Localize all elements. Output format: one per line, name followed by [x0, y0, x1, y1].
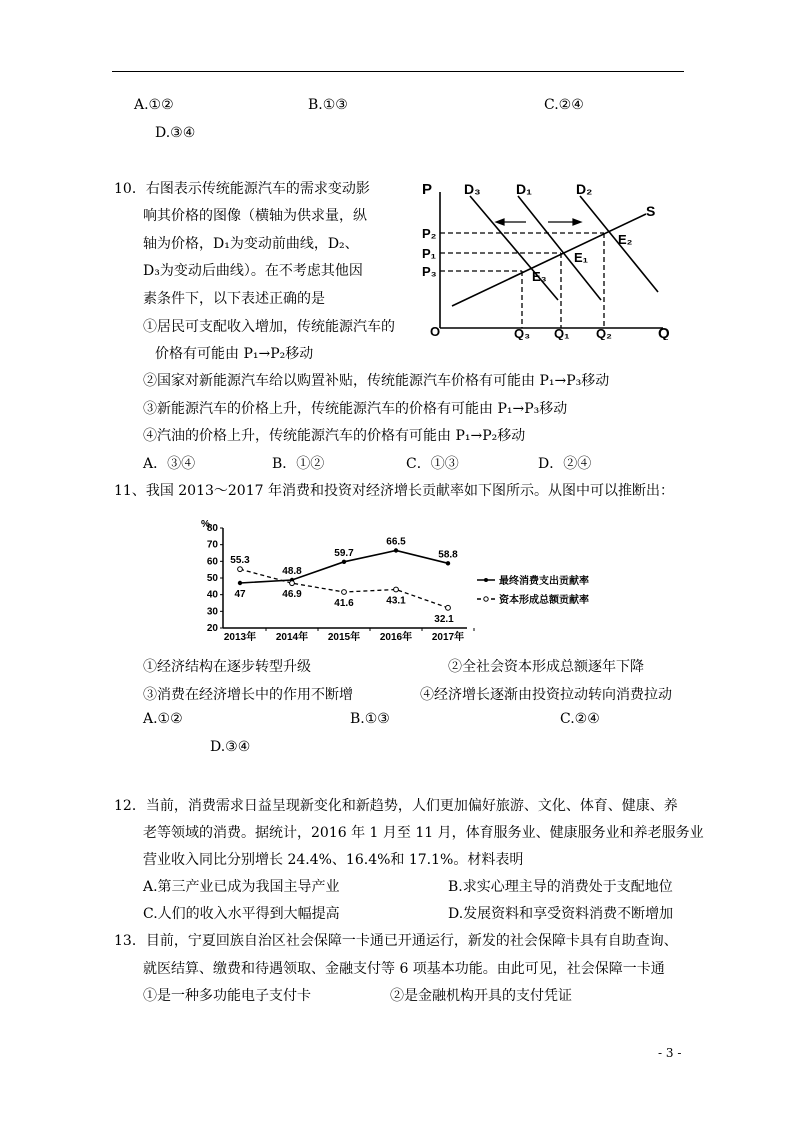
q11-option-3: ③消费在经济增长中的作用不断增	[143, 687, 353, 703]
q2-label: Q₂	[596, 326, 612, 340]
y-tick-label: 40	[206, 589, 218, 601]
q12-choice-c: C.人们的收入水平得到大幅提高	[143, 906, 340, 922]
p3-label: P₃	[422, 264, 437, 279]
p1-label: P₁	[422, 246, 437, 261]
d3-label: D₃	[464, 181, 481, 197]
y-tick-label: 60	[206, 556, 218, 568]
q10-option-2: ②国家对新能源汽车给以购置补贴，传统能源汽车价格有可能由 P₁→P₃移动	[143, 373, 610, 389]
data-point	[238, 581, 242, 585]
q12-stem-line: 营业收入同比分别增长 24.4%、16.4%和 17.1%。材料表明	[143, 852, 524, 868]
y-tick-label: 50	[206, 573, 218, 584]
d1-label: D₁	[516, 181, 532, 197]
q13-option-1: ①是一种多功能电子支付卡	[143, 988, 311, 1004]
data-label: 41.6	[334, 598, 354, 609]
q10-option-1: ①居民可支配收入增加，传统能源汽车的	[143, 319, 395, 335]
data-point	[446, 605, 451, 610]
q10-stem-line: 轴为价格，D₁为变动前曲线，D₂、	[143, 236, 359, 252]
data-point	[394, 548, 398, 552]
data-label: 32.1	[434, 613, 454, 625]
q12-stem-line: 12．当前，消费需求日益呈现新变化和新趋势，人们更加偏好旅游、文化、体育、健康、养	[114, 798, 678, 814]
d2-label: D₂	[576, 181, 593, 197]
q11-option-2: ②全社会资本形成总额逐年下降	[448, 659, 644, 675]
contribution-line-chart	[195, 518, 645, 646]
q10-choice-b: B．①②	[272, 456, 325, 472]
q10-choice-d: D．②④	[538, 456, 592, 472]
s-label: S	[646, 203, 656, 219]
data-label: 66.5	[386, 536, 406, 548]
q10-option-4: ④汽油的价格上升，传统能源汽车的价格有可能由 P₁→P₂移动	[143, 428, 526, 444]
q10-stem-line: D₃为变动后曲线）。在不考虑其他因	[143, 263, 363, 279]
q9-option-c: C.②④	[544, 97, 584, 113]
y-tick-label: 20	[206, 623, 218, 634]
page-number: - 3 -	[658, 1046, 682, 1060]
q10-stem-line: 素条件下，以下表述正确的是	[143, 291, 325, 307]
q9-option-a: A.①②	[134, 97, 174, 113]
legend-label: 最终消费支出贡献率	[499, 576, 589, 587]
q9-option-b: B.①③	[308, 97, 348, 113]
data-label: 48.8	[282, 566, 302, 577]
data-label: 59.7	[334, 547, 354, 559]
q12-stem-line: 老等领域的消费。据统计，2016 年 1 月至 11 月，体育服务业、健康服务业和养老服务业	[143, 825, 704, 841]
data-point	[342, 560, 346, 564]
q10-choice-c: C．①③	[406, 456, 459, 472]
legend-marker	[484, 578, 488, 582]
y-unit-label: %	[201, 519, 210, 530]
x-tick-label: 2014年	[275, 632, 309, 643]
legend-marker	[484, 597, 488, 601]
y-tick-label: 80	[206, 523, 218, 534]
y-tick-label: 70	[206, 539, 218, 551]
q13-stem-line: 13．目前，宁夏回族自治区社会保障一卡通已开通运行，新发的社会保障卡具有自助查询、	[114, 933, 678, 949]
data-label: 55.3	[230, 555, 250, 567]
q11-choice-d: D.③④	[210, 739, 251, 755]
q12-choice-b: B.求实心理主导的消费处于支配地位	[448, 879, 673, 895]
p-axis-label: P	[422, 181, 433, 198]
legend-label: 资本形成总额贡献率	[499, 595, 589, 606]
q10-choice-a: A．③④	[143, 456, 196, 472]
q10-option-3: ③新能源汽车的价格上升，传统能源汽车的价格有可能由 P₁→P₃移动	[143, 401, 568, 417]
q10-stem-line: 响其价格的图像（横轴为供求量，纵	[143, 208, 367, 224]
e2-label: E₂	[618, 232, 633, 247]
q11-stem: 11、我国 2013～2017 年消费和投资对经济增长贡献率如下图所示。从图中可以推断出：	[114, 483, 674, 499]
e1-label: E₁	[574, 250, 589, 265]
q10-option-1-cont: 价格有可能由 P₁→P₂移动	[155, 346, 314, 362]
data-label: 47	[234, 589, 246, 600]
header-rule	[112, 71, 684, 72]
data-point	[394, 587, 399, 592]
q9-option-d: D.③④	[155, 125, 196, 141]
q13-option-2: ②是金融机构开具的支付凭证	[390, 988, 572, 1004]
x-tick-label: 2013年	[223, 632, 257, 643]
data-point	[238, 567, 243, 572]
x-tick-label: 2016年	[379, 632, 413, 643]
q10-stem-line: 10．右图表示传统能源汽车的需求变动影	[114, 181, 370, 197]
q13-stem-line: 就医结算、缴费和待遇领取、金融支付等 6 项基本功能。由此可见，社会保障一卡通	[143, 961, 665, 977]
data-point	[290, 581, 295, 586]
data-label: 58.8	[438, 549, 458, 561]
q1-label: Q₁	[554, 326, 570, 340]
origin-label: O	[430, 324, 441, 339]
q12-choice-a: A.第三产业已成为我国主导产业	[143, 879, 340, 895]
q3-label: Q₃	[514, 326, 531, 340]
q11-option-4: ④经济增长逐渐由投资拉动转向消费拉动	[420, 687, 672, 703]
q11-choice-c: C.②④	[560, 711, 600, 727]
data-label: 46.9	[282, 589, 302, 601]
data-point	[446, 561, 450, 565]
q11-option-1: ①经济结构在逐步转型升级	[143, 659, 311, 675]
supply-demand-diagram	[418, 178, 680, 340]
x-tick-label: 2015年	[327, 632, 361, 643]
e3-label: E₃	[532, 269, 547, 284]
q12-choice-d: D.发展资料和享受资料消费不断增加	[448, 906, 674, 922]
q-axis-label: Q	[658, 325, 670, 340]
data-label: 43.1	[386, 595, 406, 607]
q11-choice-b: B.①③	[350, 711, 390, 727]
x-tick-label: 2017年	[431, 632, 465, 643]
q11-choice-a: A.①②	[143, 711, 183, 727]
data-point	[342, 590, 347, 595]
y-tick-label: 30	[206, 606, 218, 618]
p2-label: P₂	[422, 226, 437, 241]
